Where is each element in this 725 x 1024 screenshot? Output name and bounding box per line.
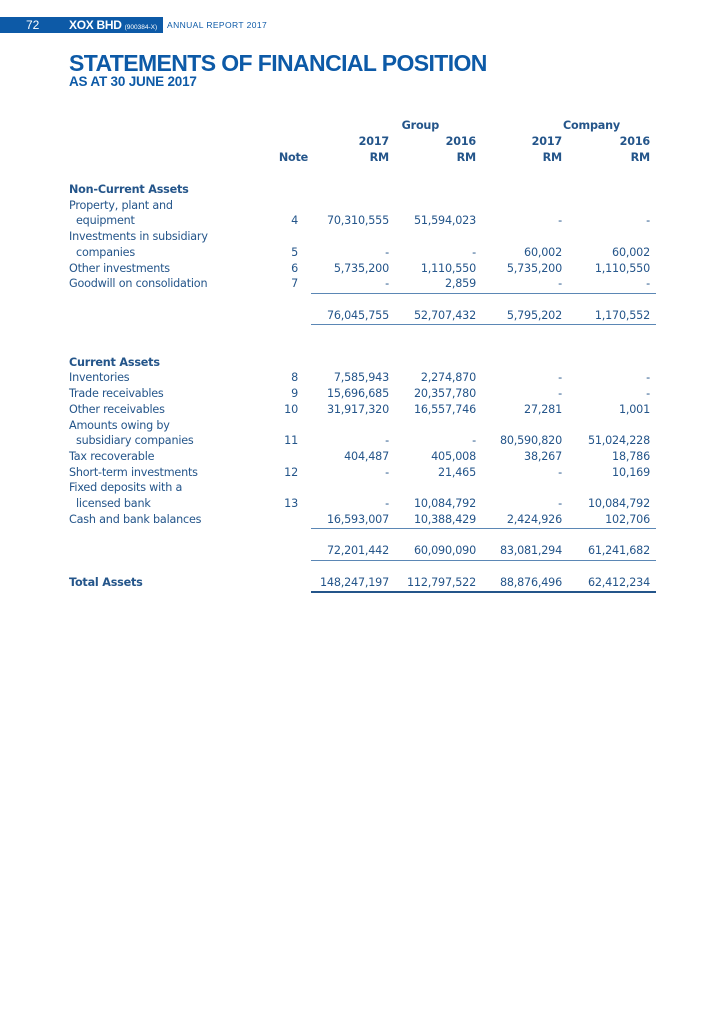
report-name: ANNUAL REPORT 2017 bbox=[167, 20, 268, 30]
amount-cell: - bbox=[472, 434, 476, 448]
row-label: Goodwill on consolidation bbox=[69, 277, 208, 291]
year-header: 2016 bbox=[445, 135, 476, 148]
group-header: Group bbox=[401, 119, 439, 132]
amount-cell: 60,002 bbox=[524, 245, 562, 259]
amount-cell: - bbox=[385, 434, 389, 448]
amount-cell: 52,707,432 bbox=[413, 308, 476, 322]
amount-cell: 10,169 bbox=[612, 465, 650, 479]
amount-cell: - bbox=[385, 465, 389, 479]
amount-cell: 10,388,429 bbox=[413, 512, 476, 526]
page-number: 72 bbox=[26, 18, 40, 32]
note-ref: 4 bbox=[291, 214, 298, 228]
amount-cell: 2,274,870 bbox=[420, 371, 476, 385]
amount-cell: 61,241,682 bbox=[587, 544, 650, 558]
amount-cell: 16,593,007 bbox=[326, 512, 389, 526]
amount-cell: - bbox=[646, 387, 650, 401]
amount-cell: 27,281 bbox=[524, 402, 562, 416]
amount-cell: 1,001 bbox=[618, 402, 650, 416]
amount-cell: - bbox=[558, 497, 562, 510]
row-label: Trade receivables bbox=[69, 387, 164, 401]
row-label: Fixed deposits with a bbox=[69, 481, 183, 495]
amount-cell: 404,487 bbox=[344, 449, 389, 463]
currency-header: RM bbox=[369, 151, 389, 164]
year-header: 2017 bbox=[358, 135, 389, 148]
note-ref: 6 bbox=[291, 261, 298, 275]
row-label: Short-term investments bbox=[69, 465, 198, 479]
row-label: Amounts owing by bbox=[69, 418, 170, 432]
amount-cell: 88,876,496 bbox=[499, 575, 562, 589]
amount-cell: 148,247,197 bbox=[320, 575, 389, 589]
subtotal-rule bbox=[311, 528, 656, 529]
amount-cell: 1,110,550 bbox=[594, 261, 650, 275]
registration-number: (900384-X) bbox=[124, 24, 158, 31]
subtotal-rule bbox=[311, 324, 656, 325]
amount-cell: 20,357,780 bbox=[413, 387, 476, 401]
company-name bbox=[69, 17, 157, 36]
note-ref: 13 bbox=[284, 497, 298, 510]
amount-cell: 80,590,820 bbox=[499, 434, 562, 448]
row-label: Property, plant and bbox=[69, 198, 173, 212]
note-ref: 9 bbox=[291, 387, 298, 401]
amount-cell: 62,412,234 bbox=[587, 575, 650, 589]
row-label: equipment bbox=[76, 214, 135, 228]
amount-cell: 31,917,320 bbox=[326, 402, 389, 416]
company-header: Company bbox=[563, 119, 620, 132]
amount-cell: - bbox=[558, 214, 562, 228]
amount-cell: - bbox=[385, 245, 389, 259]
amount-cell: 83,081,294 bbox=[499, 544, 562, 558]
amount-cell: - bbox=[558, 277, 562, 291]
amount-cell: 5,735,200 bbox=[506, 261, 562, 275]
amount-cell: - bbox=[472, 245, 476, 259]
amount-cell: 51,024,228 bbox=[587, 434, 650, 448]
amount-cell: - bbox=[646, 371, 650, 385]
subtotal-rule bbox=[311, 293, 656, 294]
year-header: 2016 bbox=[619, 135, 650, 148]
section-heading: Total Assets bbox=[69, 575, 143, 589]
row-label: Investments in subsidiary bbox=[69, 230, 208, 244]
amount-cell: 72,201,442 bbox=[326, 544, 389, 558]
amount-cell: - bbox=[558, 387, 562, 401]
amount-cell: - bbox=[385, 497, 389, 510]
amount-cell: 38,267 bbox=[524, 449, 562, 463]
amount-cell: 2,859 bbox=[444, 277, 476, 291]
page-subtitle: AS AT 30 JUNE 2017 bbox=[69, 74, 197, 89]
section-heading: Non-Current Assets bbox=[69, 183, 189, 196]
currency-header: RM bbox=[630, 151, 650, 164]
note-ref: 11 bbox=[284, 434, 298, 448]
amount-cell: 405,008 bbox=[431, 449, 476, 463]
note-ref: 5 bbox=[291, 245, 298, 259]
amount-cell: - bbox=[646, 214, 650, 228]
note-header: Note bbox=[278, 151, 308, 164]
amount-cell: 5,735,200 bbox=[333, 261, 389, 275]
row-label: subsidiary companies bbox=[76, 434, 194, 448]
amount-cell: 1,170,552 bbox=[594, 308, 650, 322]
note-ref: 12 bbox=[284, 465, 298, 479]
currency-header: RM bbox=[456, 151, 476, 164]
year-header: 2017 bbox=[531, 135, 562, 148]
section-heading: Current Assets bbox=[69, 355, 160, 369]
note-ref: 7 bbox=[291, 277, 298, 291]
row-label: licensed bank bbox=[76, 497, 151, 510]
amount-cell: 15,696,685 bbox=[326, 387, 389, 401]
amount-cell: 10,084,792 bbox=[587, 497, 650, 510]
amount-cell: 2,424,926 bbox=[506, 512, 562, 526]
amount-cell: 7,585,943 bbox=[333, 371, 389, 385]
amount-cell: 1,110,550 bbox=[420, 261, 476, 275]
row-label: Other receivables bbox=[69, 402, 165, 416]
amount-cell: 70,310,555 bbox=[326, 214, 389, 228]
amount-cell: - bbox=[558, 371, 562, 385]
amount-cell: - bbox=[558, 465, 562, 479]
subtotal-rule bbox=[311, 560, 656, 561]
amount-cell: 102,706 bbox=[605, 512, 650, 526]
amount-cell: 18,786 bbox=[612, 449, 650, 463]
amount-cell: 5,795,202 bbox=[506, 308, 562, 322]
amount-cell: 60,090,090 bbox=[413, 544, 476, 558]
amount-cell: 21,465 bbox=[438, 465, 476, 479]
row-label: companies bbox=[76, 245, 135, 259]
note-ref: 10 bbox=[284, 402, 298, 416]
amount-cell: - bbox=[646, 277, 650, 291]
amount-cell: 112,797,522 bbox=[407, 575, 476, 589]
row-label: Other investments bbox=[69, 261, 170, 275]
row-label: Inventories bbox=[69, 371, 130, 385]
amount-cell: 76,045,755 bbox=[326, 308, 389, 322]
page-title: STATEMENTS OF FINANCIAL POSITION bbox=[69, 50, 487, 76]
amount-cell: 51,594,023 bbox=[413, 214, 476, 228]
amount-cell: 60,002 bbox=[612, 245, 650, 259]
amount-cell: - bbox=[385, 277, 389, 291]
note-ref: 8 bbox=[291, 371, 298, 385]
amount-cell: 10,084,792 bbox=[413, 497, 476, 510]
double-underline bbox=[311, 591, 656, 593]
amount-cell: 16,557,746 bbox=[413, 402, 476, 416]
company-label: XOX BHD bbox=[69, 18, 122, 32]
currency-header: RM bbox=[542, 151, 562, 164]
row-label: Tax recoverable bbox=[69, 449, 155, 463]
row-label: Cash and bank balances bbox=[69, 512, 202, 526]
